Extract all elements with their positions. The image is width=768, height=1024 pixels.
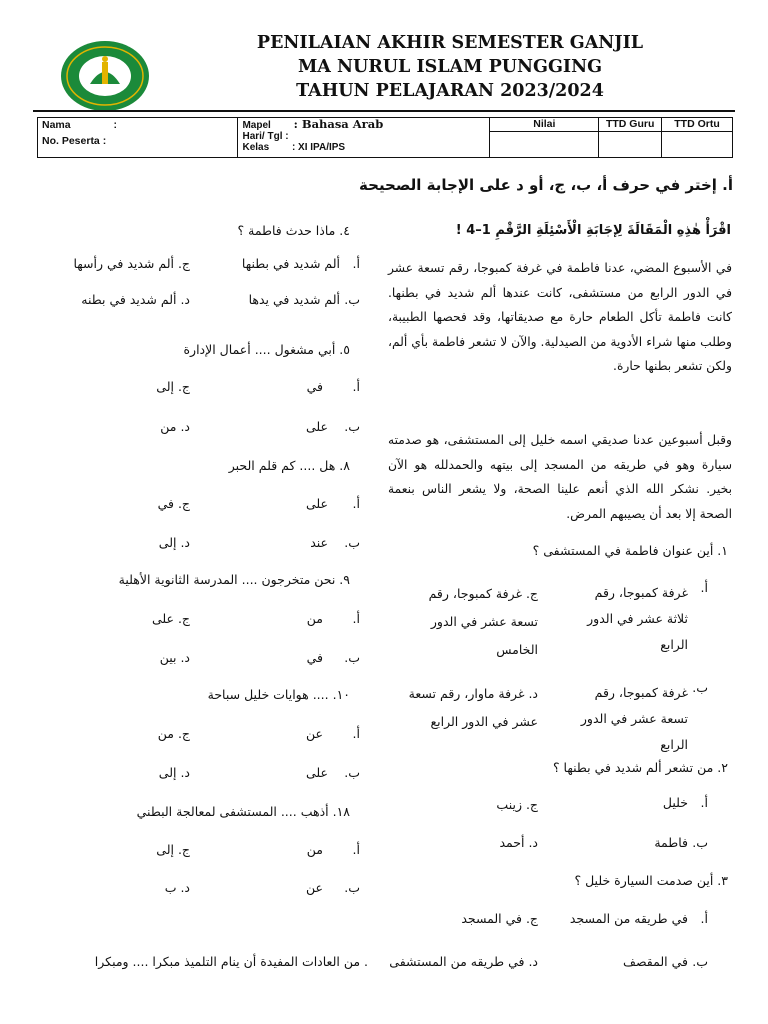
- q2-option-a[interactable]: خليل: [662, 795, 688, 810]
- q4-option-c[interactable]: ج. ألم شديد في رأسها: [73, 256, 190, 271]
- mapel-label: Mapel: [242, 120, 271, 131]
- q18-option-c[interactable]: ج. إلى: [156, 842, 190, 857]
- q4-option-a-label: أ.: [352, 256, 360, 271]
- q5-option-c[interactable]: ج. إلى: [156, 379, 190, 394]
- instruction: أ. إختر في حرف أ، ب، ج، أو د على الإجابة الصحيحة: [359, 176, 733, 194]
- student-identity-cell: Nama : No. Peserta :: [38, 118, 238, 158]
- question-8: ٨. هل .... كم قلم الحبر: [228, 458, 350, 473]
- q3-option-a[interactable]: في طريقه من المسجد: [569, 911, 688, 926]
- q1-option-b[interactable]: غرفة كمبوجا، رقم تسعة عشر في الدور الرابع: [580, 685, 688, 752]
- q18-option-b[interactable]: عن: [306, 880, 323, 895]
- q8-option-a[interactable]: على: [305, 496, 328, 511]
- q5-option-b[interactable]: على: [305, 419, 328, 434]
- nilai-header: Nilai: [490, 118, 599, 132]
- subject-cell: [238, 118, 490, 158]
- hari-label: Hari/ Tgl :: [242, 131, 289, 142]
- q1-option-d[interactable]: د. غرفة ماوار، رقم تسعة عشر في الدور الرابع: [408, 686, 538, 729]
- q8-option-b[interactable]: عند: [310, 535, 328, 550]
- q9-option-b-label: ب.: [344, 650, 360, 665]
- q9-option-d[interactable]: د. بين: [159, 650, 190, 665]
- q5-option-a[interactable]: في: [306, 379, 323, 394]
- q2-option-b-label: ب.: [692, 835, 708, 850]
- q10-option-a-label: أ.: [352, 726, 360, 741]
- ttd-guru-cell[interactable]: [599, 132, 662, 158]
- nama-label: Nama: [42, 119, 71, 131]
- student-info-table: [37, 117, 733, 158]
- reading-heading: اقْرَأْ هٰذِهِ الْمَقَالَةَ لِإجَابَةِ الْأَسْئِلَةِ الرَّقْمِ 1–4 !: [455, 223, 731, 238]
- question-10: ١٠. .... هوايات خليل سباحة: [207, 687, 350, 702]
- question-last: . من العادات المفيدة أن ينام التلميذ مبكرا .... ومبكرا: [94, 954, 368, 969]
- q3-option-c[interactable]: ج. في المسجد: [461, 911, 538, 926]
- q2-option-c[interactable]: ج. زينب: [496, 797, 538, 812]
- header-line-2: MA NURUL ISLAM PUNGGING: [297, 57, 603, 77]
- ttd-ortu-cell[interactable]: [662, 132, 733, 158]
- ttd-guru-header: TTD Guru: [599, 118, 662, 132]
- q4-option-a[interactable]: ألم شديد في بطنها: [241, 256, 340, 271]
- q9-option-a[interactable]: من: [306, 611, 323, 626]
- q1-option-c[interactable]: ج. غرفة كمبوجا، رقم تسعة عشر في الدور الخامس: [428, 586, 538, 657]
- q8-option-b-label: ب.: [344, 535, 360, 550]
- question-1: ١. أين عنوان فاطمة في المستشفى ؟: [532, 543, 728, 558]
- q1-option-b-label: ب.: [692, 680, 708, 695]
- question-5: ٥. أبي مشغول .... أعمال الإدارة: [183, 342, 350, 357]
- q10-option-b[interactable]: على: [305, 765, 328, 780]
- q3-option-a-label: أ.: [700, 911, 708, 926]
- header-rule: [33, 110, 735, 112]
- reading-paragraph-2: وقبل أسبوعين عدنا صديقي اسمه خليل إلى المستشفى، هو صدمته سيارة وهو في طريقه من المسجد إلى بيتهه والحمدلله هو الآن بخير. نشكر الله الذي أنعم علينا الصحة، ولا يشعر الناس بنعمة الصحة إلا بعد أن يصيبهم المرض.: [388, 433, 732, 521]
- q10-option-b-label: ب.: [344, 765, 360, 780]
- q8-option-a-label: أ.: [352, 496, 360, 511]
- question-4: ٤. ماذا حدث فاطمة ؟: [237, 223, 350, 238]
- q2-option-b[interactable]: فاطمة: [654, 835, 688, 850]
- question-18: ١٨. أذهب .... المستشفى لمعالجة البطني: [136, 804, 350, 819]
- kelas-label: Kelas: [242, 142, 270, 153]
- q3-option-b[interactable]: في المقصف: [623, 954, 688, 969]
- q18-option-a-label: أ.: [352, 842, 360, 857]
- q3-option-d[interactable]: د. في طريقه من المستشفى: [389, 954, 538, 969]
- q9-option-b[interactable]: في: [306, 650, 323, 665]
- q8-option-d[interactable]: د. إلى: [158, 535, 190, 550]
- no-peserta-label: No. Peserta :: [42, 135, 107, 147]
- q9-option-a-label: أ.: [352, 611, 360, 626]
- q5-option-a-label: أ.: [352, 379, 360, 394]
- q18-option-d[interactable]: د. ب: [164, 880, 190, 895]
- q4-option-d[interactable]: د. ألم شديد في بطنه: [81, 292, 190, 307]
- q1-option-a[interactable]: غرفة كمبوجا، رقم ثلاثة عشر في الدور الرابع: [587, 585, 688, 652]
- q5-option-b-label: ب.: [344, 419, 360, 434]
- q10-option-d[interactable]: د. إلى: [158, 765, 190, 780]
- reading-paragraph-1: في الأسبوع المضي، عدنا فاطمة في غرفة كمبوجا، رقم تسعة عشر في الدور الرابع من مستشفى، كانت عندها ألم شديد في بطنها. كانت فاطمة تأكل الطعام حارة مع صديقاتها، وقد فحصها الطبيبة، وطلب منها شراء الأدوية من الصيدلية. والآن لا تشعر فاطمة بأي ألم، ولكن تشعر بطنها حارة.: [388, 261, 732, 373]
- q18-option-a[interactable]: من: [306, 842, 323, 857]
- kelas-value: : XI IPA/IPS: [291, 142, 346, 153]
- q9-option-c[interactable]: ج. على: [151, 611, 190, 626]
- q10-option-a[interactable]: عن: [306, 726, 323, 741]
- header-line-1: PENILAIAN AKHIR SEMESTER GANJIL: [256, 33, 644, 53]
- mapel-value: : Bahasa Arab: [293, 117, 384, 131]
- q2-option-d[interactable]: د. أحمد: [499, 835, 538, 850]
- nilai-cell[interactable]: [490, 132, 599, 158]
- q18-option-b-label: ب.: [344, 880, 360, 895]
- question-9: ٩. نحن متخرجون .... المدرسة الثانوية الأهلية: [118, 572, 350, 587]
- q8-option-c[interactable]: ج. في: [157, 496, 190, 511]
- ttd-ortu-header: TTD Ortu: [662, 118, 733, 132]
- question-2: ٢. من تشعر ألم شديد في بطنها ؟: [552, 760, 728, 775]
- q4-option-b-label: ب.: [344, 292, 360, 307]
- header-line-3: TAHUN PELAJARAN 2023/2024: [296, 81, 604, 101]
- q1-option-a-label: أ.: [700, 580, 708, 595]
- q5-option-d[interactable]: د. من: [160, 419, 190, 434]
- school-logo: [60, 40, 150, 112]
- q2-option-a-label: أ.: [700, 795, 708, 810]
- question-3: ٣. أين صدمت السيارة خليل ؟: [574, 873, 728, 888]
- q4-option-b[interactable]: ألم شديد في يدها: [248, 292, 340, 307]
- q3-option-b-label: ب.: [692, 954, 708, 969]
- q10-option-c[interactable]: ج. من: [157, 726, 190, 741]
